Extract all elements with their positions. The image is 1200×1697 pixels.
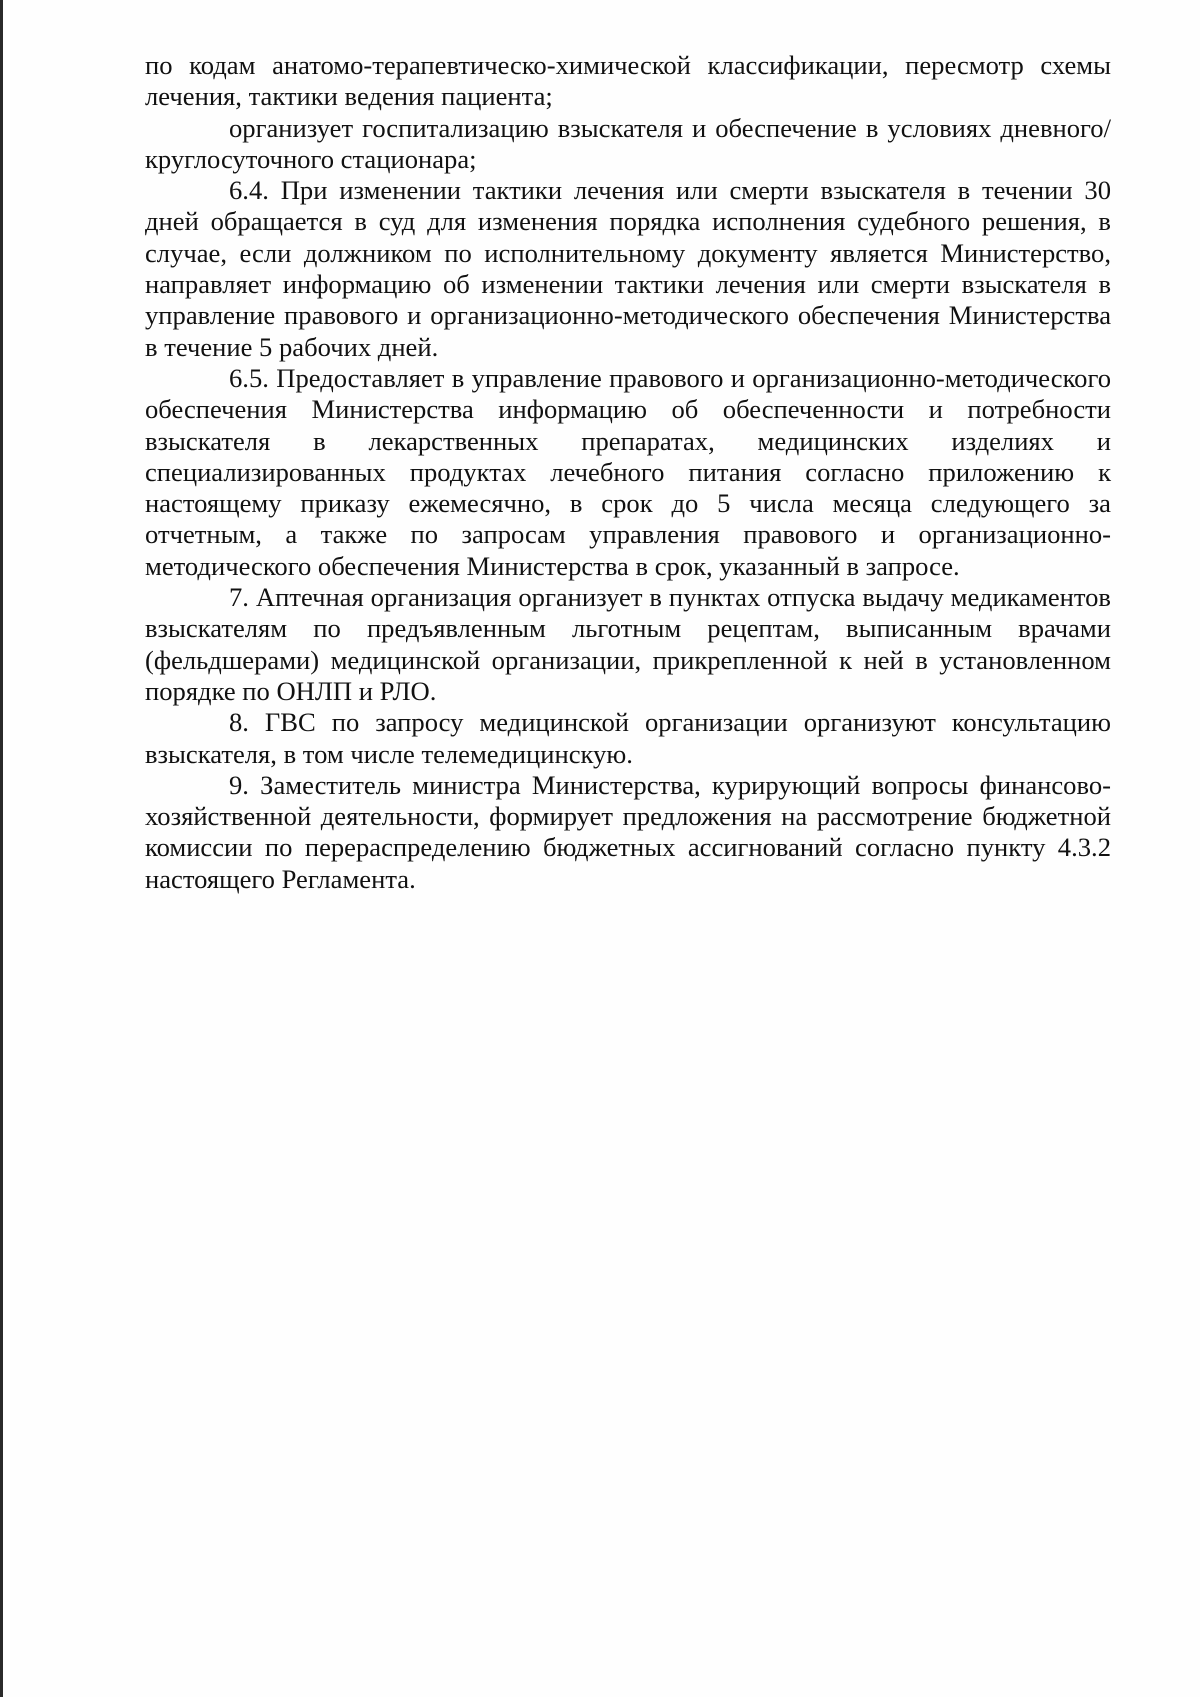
paragraph-6-5: 6.5. Предоставляет в управление правового и организационно-методического обеспечения Министерства информацию об обеспеченности и потребности взыскателя в лекарственных препаратах, медицинских изделиях и специализированных продуктах лечебного питания согласно приложению к настоящему приказу ежемесячно, в срок до 5 числа месяца следующего за отчетным, а также по запросам управления правового и организационно-методического обеспечения Министерства в срок, указанный в запросе. [145, 362, 1111, 581]
paragraph-6-4: 6.4. При изменении тактики лечения или смерти взыскателя в течении 30 дней обращается в суд для изменения порядка исполнения судебного решения, в случае, если должником по исполнительному документу является Министерство, направляет информацию об изменении тактики лечения или смерти взыскателя в управление правового и организационно-методического обеспечения Министерства в течение 5 рабочих дней. [145, 175, 1111, 362]
paragraph-continuation: по кодам анатомо-терапевтическо-химической классификации, пересмотр схемы лечения, тактики ведения пациента; [145, 50, 1111, 112]
paragraph-hospitalization: организует госпитализацию взыскателя и обеспечение в условиях дневного/круглосуточного стационара; [145, 112, 1111, 174]
document-body [145, 50, 1111, 895]
paragraph-7: 7. Аптечная организация организует в пунктах отпуска выдачу медикаментов взыскателям по предъявленным льготным рецептам, выписанным врачами (фельдшерами) медицинской организации, прикрепленной к ней в установленном порядке по ОНЛП и РЛО. [145, 582, 1111, 706]
paragraph-9: 9. Заместитель министра Министерства, курирующий вопросы финансово-хозяйственной деятельности, формирует предложения на рассмотрение бюджетной комиссии по перераспределению бюджетных ассигнований согласно пункту 4.3.2 настоящего Регламента. [145, 769, 1111, 894]
paragraph-8: 8. ГВС по запросу медицинской организации организуют консультацию взыскателя, в том числе телемедицинскую. [145, 707, 1111, 769]
